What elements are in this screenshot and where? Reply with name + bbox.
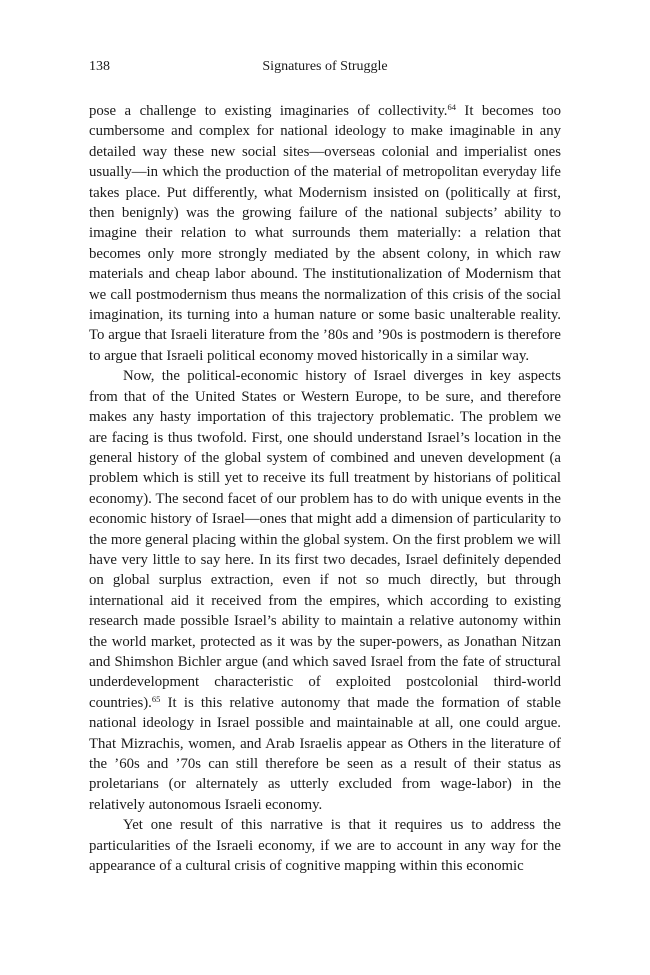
book-page	[89, 55, 561, 876]
paragraph-2	[89, 366, 561, 815]
paragraph-3	[89, 815, 561, 876]
text-run: pose a challenge to existing imaginaries of collectivity.	[89, 103, 448, 119]
text-run: It is this relative autonomy that made the formation of stable national ideology in Israel possible and maintainable at all, one could argue. That Mizrachis, women, and Arab Israelis appear as Others in the literature of the ’60s and ’70s can still therefore be seen as a result of their status as proletarians (or alternately as utterly excluded from wage-labor) in the relatively autonomous Israeli economy.	[89, 694, 561, 813]
text-run: Yet one result of this narrative is that it requires us to address the particularities of the Israeli economy, if we are to account in any way for the appearance of a cultural crisis of cognitive mapping within this economic	[89, 817, 561, 875]
footnote-ref-65[interactable]: 65	[151, 693, 161, 704]
page-number: 138	[89, 59, 110, 74]
body-text	[89, 101, 561, 876]
paragraph-1	[89, 101, 561, 366]
running-title: Signatures of Struggle	[262, 59, 388, 74]
text-run: It becomes too cumbersome and complex for national ideology to make imaginable in any detailed way these new social sites—overseas colonial and imperialist ones usually—in which the production of the material of metropolitan everyday life takes place. Put differently, what Modernism insisted on (politically at first, then benignly) was the growing failure of the national subjects’ ability to imagine their relation to what surrounds them materially: a relation that becomes only more strongly mediated by the absent colony, in which raw materials and cheap labor abound. The institutionalization of Modernism that we call postmodernism thus means the normalization of this crisis of the social imagination, its turning into a human nature or some basic unalterable reality. To argue that Israeli literature from the ’80s and ’90s is postmodern is therefore to argue that Israeli political economy moved historically in a similar way.	[89, 103, 561, 364]
text-run: Now, the political-economic history of Israel diverges in key aspects from that of the United States or Western Europe, to be sure, and therefore makes any hasty importation of this trajectory problematic. The problem we are facing is thus twofold. First, one should understand Israel’s location in the general history of the global system of combined and uneven development (a problem which is still yet to receive its full treatment by historians of political economy). The second facet of our problem has to do with unique events in the economic history of Israel—ones that might add a dimension of particularity to the more general placing within the global system. On the first problem we will have very little to say here. In its first two decades, Israel definitely depended on global surplus extraction, even if not so much directly, but through international aid it received from the empires, which according to existing research made possible Israel’s ability to maintain a relative autonomy within the world market, protected as it was by the super-powers, as Jonathan Nitzan and Shimshon Bichler argue (and which saved Israel from the fate of structural underdevelopment characteristic of exploited postcolonial third-world countries).	[89, 368, 561, 711]
running-head	[89, 55, 561, 79]
footnote-ref-64[interactable]: 64	[447, 102, 456, 112]
